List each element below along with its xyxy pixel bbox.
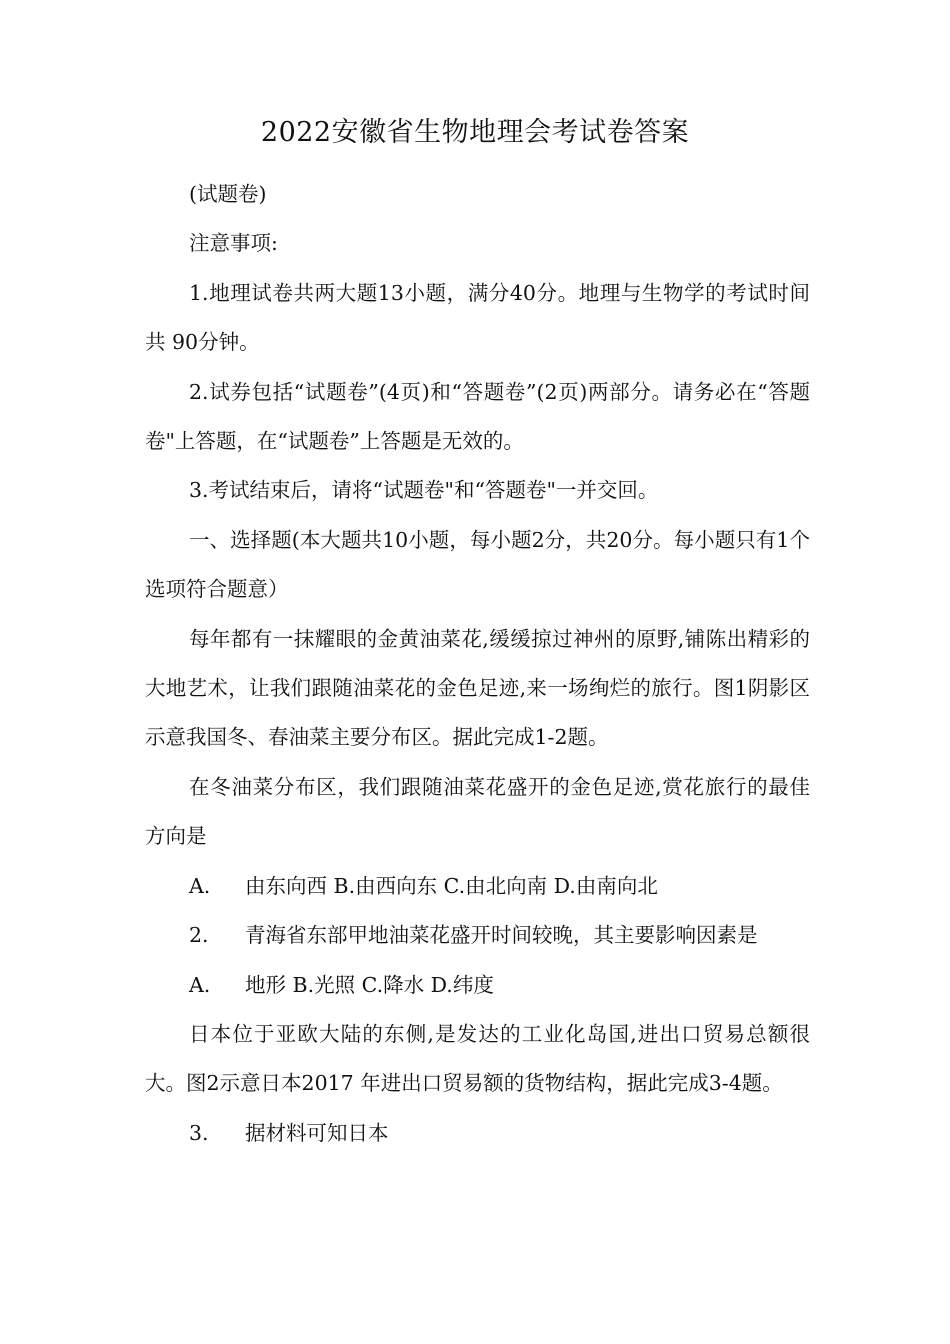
note-item: 3.考试结束后，请将“试题卷"和“答题卷"一并交回。	[189, 478, 659, 503]
question-number: 2.	[189, 923, 209, 948]
option-text: 由东向西 B.由西向东 C.由北向南 D.由南向北	[245, 873, 658, 898]
option-marker: A.	[189, 972, 211, 997]
document-body	[145, 170, 810, 1158]
question-3	[145, 1109, 810, 1158]
passage-paragraph: 每年都有一抹耀眼的金黄油菜花,缓缓掠过神州的原野,铺陈出精彩的大地艺术，让我们跟随油菜花的金色足迹,来一场绚烂的旅行。图1阴影区示意我国冬、春油菜主要分布区。据此完成1-2题。	[145, 626, 810, 750]
option-marker: A.	[189, 873, 211, 898]
section-heading: 一、选择题(本大题共10小题，每小题2分，共20分。每小题只有1个选项符合题意）	[145, 527, 810, 602]
option-text: 地形 B.光照 C.降水 D.纬度	[245, 972, 494, 997]
document-title: 2022安徽省生物地理会考试卷答案	[260, 117, 690, 148]
question-number: 3.	[189, 1120, 209, 1145]
notice-heading: 注意事项:	[189, 231, 278, 256]
question-text: 据材料可知日本	[245, 1120, 389, 1145]
note-item: 2.试券包括“试题卷”(4页)和“答题卷”(2页)两部分。请务必在“答题卷"上答题，在“试题卷”上答题是无效的。	[145, 379, 810, 454]
question-2-options	[145, 961, 810, 1010]
subtitle: (试题卷)	[189, 182, 267, 206]
passage-paragraph: 日本位于亚欧大陆的东侧,是发达的工业化岛国,进出口贸易总额很大。图2示意日本2017 年进出口贸易额的货物结构，据此完成3-4题。	[145, 1021, 810, 1096]
question-1-options	[145, 862, 810, 911]
question-text: 青海省东部甲地油菜花盛开时间较晚，其主要影响因素是	[245, 923, 758, 948]
question-2	[145, 911, 810, 960]
note-item: 1.地理试卷共两大题13小题，满分40分。地理与生物学的考试时间共 90分钟。	[145, 280, 810, 355]
question-1-stem: 在冬油菜分布区，我们跟随油菜花盛开的金色足迹,赏花旅行的最佳方向是	[145, 774, 810, 849]
